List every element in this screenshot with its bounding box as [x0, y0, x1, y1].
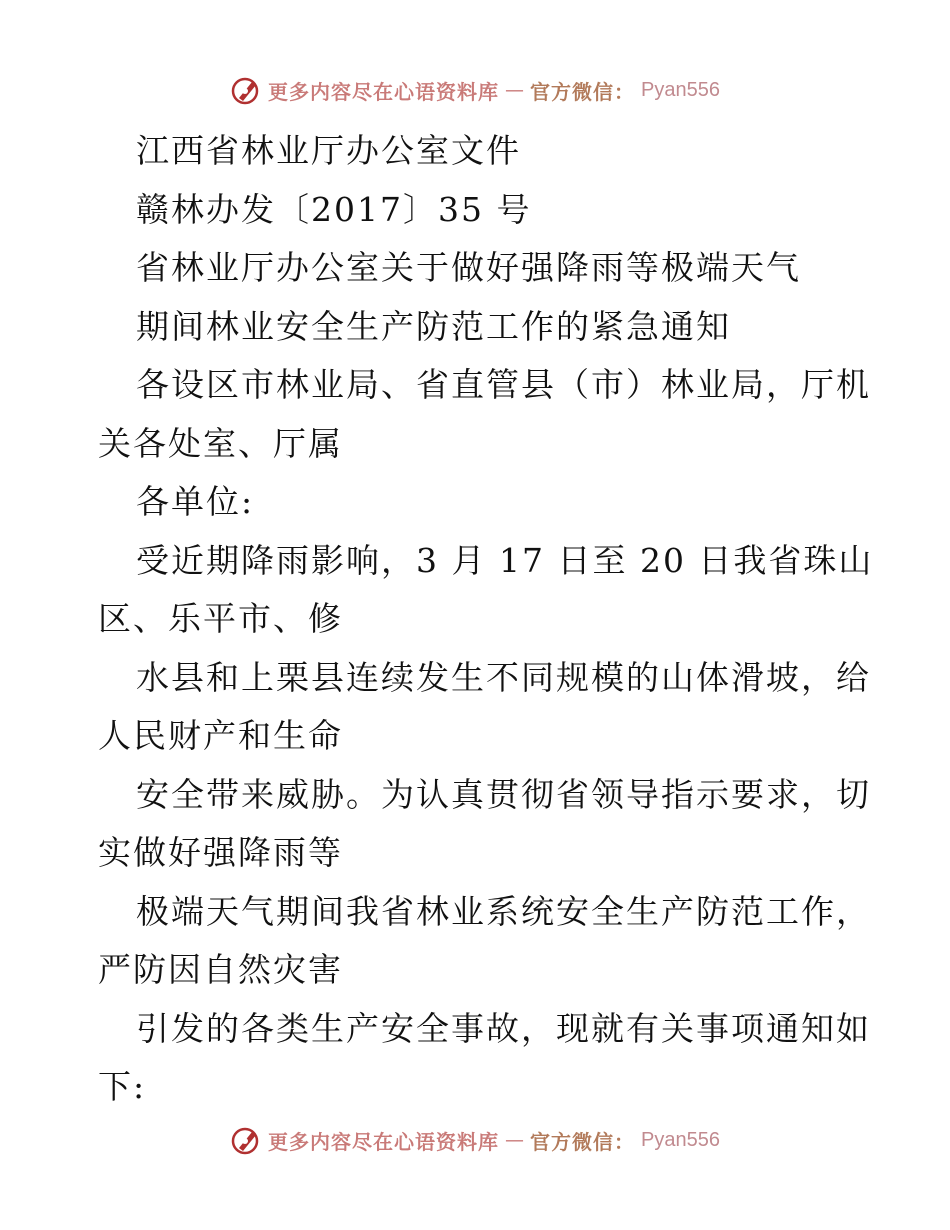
document-line: 引发的各类生产安全事故，现就有关事项通知如 — [136, 1008, 871, 1048]
header-banner — [0, 70, 950, 110]
footer-banner — [0, 1120, 950, 1160]
pen-circle-logo-icon — [230, 74, 262, 106]
document-line: 区、乐平市、修 — [98, 599, 343, 638]
banner-wechat-handle: Pyan556 — [641, 78, 720, 101]
document-line: 关各处室、厅属 — [98, 423, 343, 463]
banner-promo-text: 更多内容尽在心语资料库 — [268, 79, 500, 104]
banner-separator: — — [505, 1129, 525, 1151]
document-line: 各设区市林业局、省直管县（市）林业局，厅机 — [136, 365, 871, 404]
banner-separator: — — [505, 79, 525, 101]
document-line: 水县和上栗县连续发生不同规模的山体滑坡，给 — [136, 657, 871, 697]
document-line: 省林业厅办公室关于做好强降雨等极端天气 — [136, 248, 801, 287]
document-line: 实做好强降雨等 — [98, 833, 343, 872]
document-line: 江西省林业厅办公室文件 — [136, 131, 521, 170]
document-body — [98, 122, 874, 1117]
document-line: 人民财产和生命 — [98, 716, 343, 755]
document-line: 安全带来威胁。为认真贯彻省领导指示要求，切 — [136, 774, 871, 814]
banner-promo-text: 更多内容尽在心语资料库 — [268, 1129, 500, 1154]
banner-wechat-label: 官方微信： — [530, 1129, 636, 1154]
banner-wechat-label: 官方微信： — [530, 79, 636, 104]
document-line: 下: — [98, 1067, 147, 1106]
banner-wechat-handle: Pyan556 — [641, 1128, 720, 1151]
document-line: 赣林办发〔2017〕35 号 — [136, 189, 532, 229]
document-line: 受近期降雨影响，3 月 17 日至 20 日我省珠山 — [136, 540, 874, 580]
document-line: 严防因自然灾害 — [98, 950, 343, 989]
document-line: 期间林业安全生产防范工作的紧急通知 — [136, 306, 731, 346]
document-line: 极端天气期间我省林业系统安全生产防范工作， — [136, 891, 871, 931]
pen-circle-logo-icon — [230, 1124, 262, 1156]
document-line: 各单位: — [136, 482, 255, 521]
